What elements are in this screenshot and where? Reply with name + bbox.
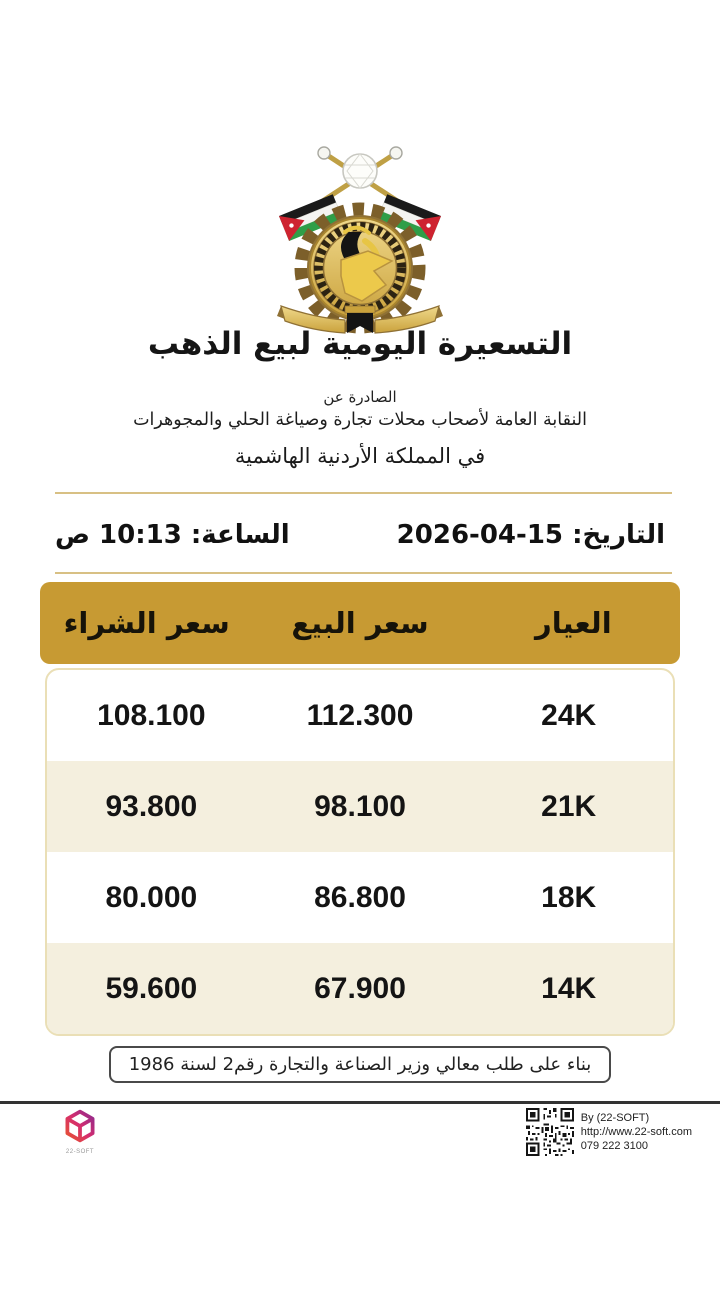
vendor-contact [526, 1108, 692, 1160]
cube-logo-icon [62, 1108, 98, 1148]
sell-price-cell: 112.300 [306, 698, 414, 732]
date-label: التاريخ: [572, 520, 665, 550]
divider-top [55, 492, 672, 494]
price-table-header [40, 582, 680, 664]
buy-price-cell: 59.600 [105, 971, 198, 1005]
date-text [397, 520, 665, 550]
vendor-url: http://www.22-soft.com [580, 1126, 692, 1138]
column-header-buy: سعر الشراء [63, 606, 230, 640]
karat-cell: 24K [541, 698, 597, 732]
syndicate-emblem-icon [270, 140, 450, 336]
vendor-by-line: By (22-SOFT) [580, 1112, 650, 1124]
table-row [47, 670, 673, 761]
vendor-logo-caption: 22-SOFT [65, 1149, 95, 1155]
column-header-sell: سعر البيع [291, 606, 429, 640]
sell-price-cell: 98.100 [314, 789, 406, 823]
legal-note-container [0, 1046, 720, 1083]
buy-price-cell: 93.800 [105, 789, 198, 823]
column-header-karat: العيار [535, 606, 612, 640]
vendor-contact-text [581, 1108, 692, 1153]
buy-price-cell: 108.100 [97, 698, 206, 732]
karat-cell: 21K [541, 789, 597, 823]
date-value: 15-04-2026 [396, 520, 564, 550]
time-label: الساعة: [190, 520, 290, 550]
karat-cell: 14K [541, 971, 597, 1005]
table-row [47, 943, 673, 1034]
qr-code-icon [526, 1108, 574, 1160]
table-row [47, 852, 673, 943]
page-title: التسعيرة اليومية لبيع الذهب [147, 326, 573, 362]
table-row [47, 761, 673, 852]
vendor-logo [58, 1108, 102, 1155]
karat-cell: 18K [541, 880, 597, 914]
legal-note: بناء على طلب معالي وزير الصناعة والتجارة رقم2 لسنة 1986 [109, 1046, 612, 1083]
kingdom-name: في المملكة الأردنية الهاشمية [234, 444, 486, 468]
org-name: النقابة العامة لأصحاب محلات تجارة وصياغة الحلي والمجوهرات [133, 410, 587, 430]
footer [0, 1106, 720, 1166]
date-time-row [0, 506, 720, 564]
divider-bottom [55, 572, 672, 574]
footer-divider [0, 1101, 720, 1104]
issued-by-label: الصادرة عن [323, 388, 397, 406]
time-text [55, 520, 290, 550]
time-value: 10:13 ص [55, 520, 182, 550]
buy-price-cell: 80.000 [105, 880, 198, 914]
sell-price-cell: 67.900 [314, 971, 406, 1005]
price-table-body [45, 668, 675, 1036]
sell-price-cell: 86.800 [314, 880, 406, 914]
vendor-phone: 079 222 3100 [580, 1140, 649, 1152]
